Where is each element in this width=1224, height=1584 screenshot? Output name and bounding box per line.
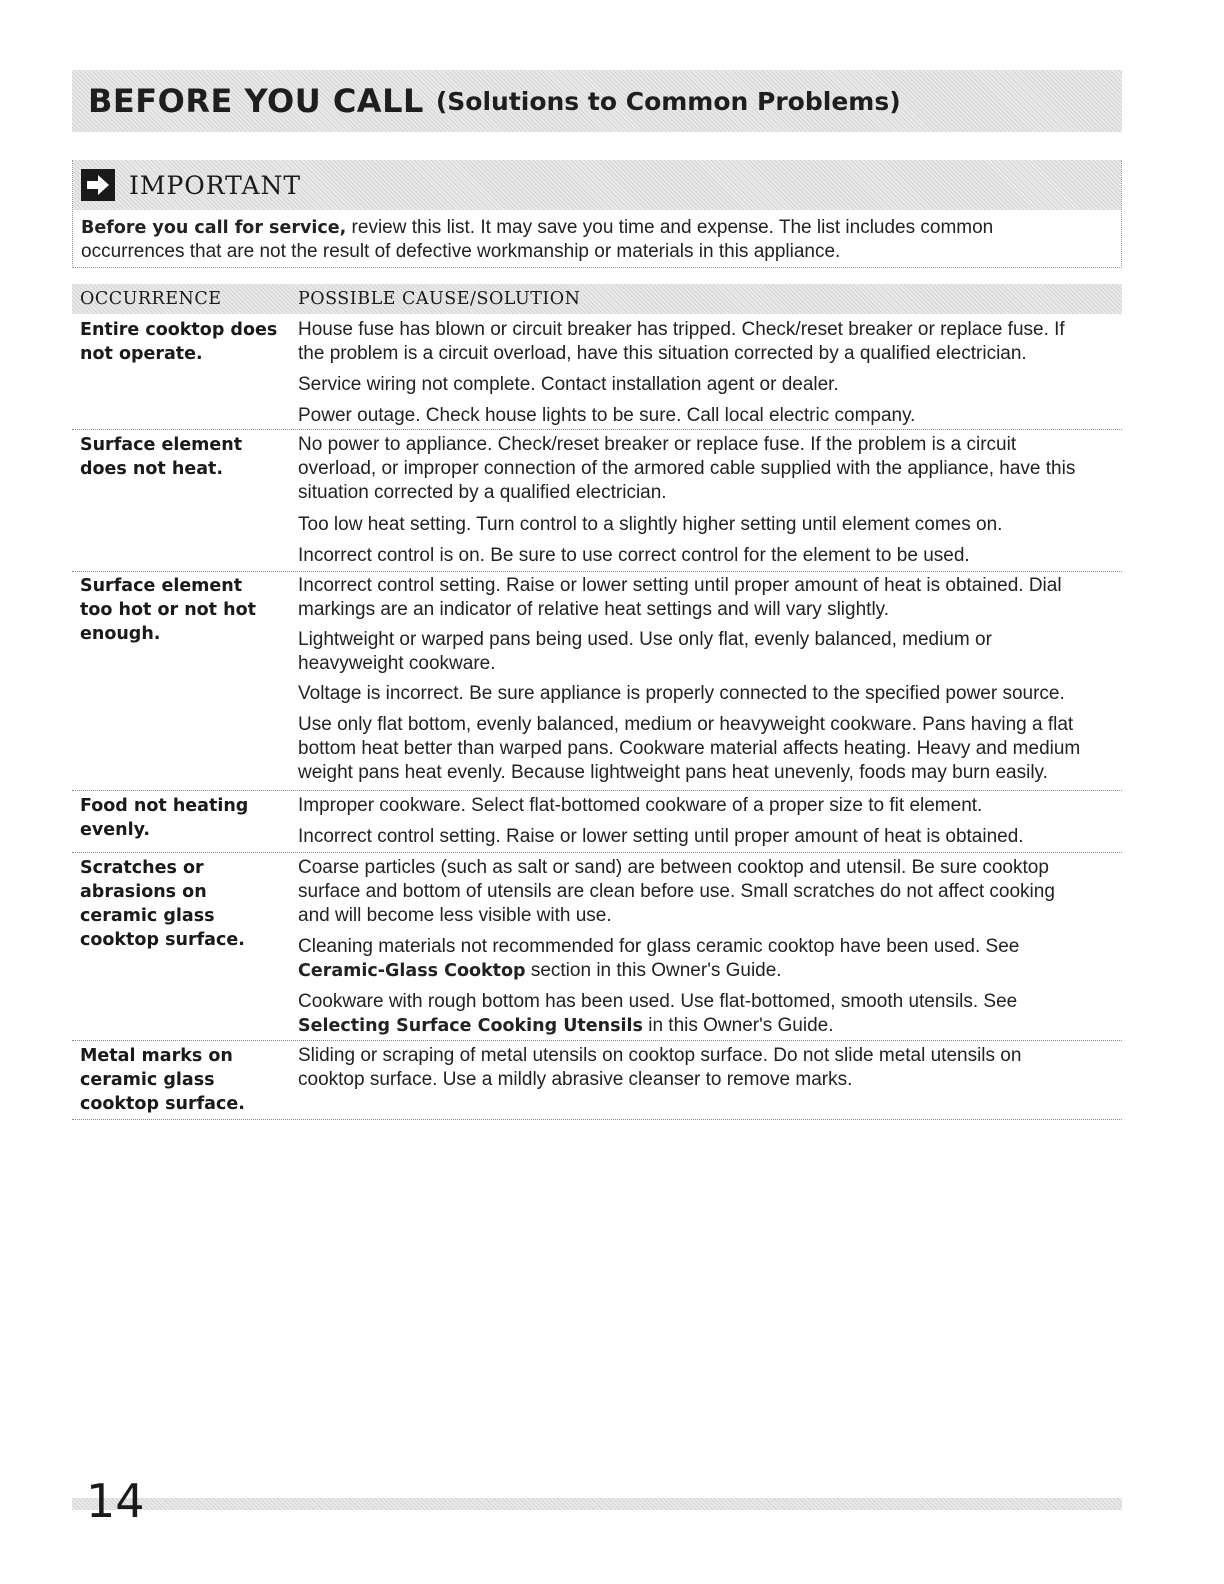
occurrence-line: cooktop surface. — [80, 1094, 245, 1114]
important-header — [73, 160, 1121, 210]
page-footer — [72, 1476, 1122, 1526]
solution-line: Cookware with rough bottom has been used. Use flat-bottomed, smooth utensils. See — [298, 991, 1018, 1012]
occurrence-line: Metal marks on — [80, 1046, 233, 1066]
solution-line: Voltage is incorrect. Be sure appliance is properly connected to the specified power source. — [298, 683, 1065, 704]
solution-line: Cleaning materials not recommended for glass ceramic cooktop have been used. See — [298, 936, 1020, 957]
occurrence-cell — [80, 1044, 285, 1116]
occurrence-cell — [80, 856, 285, 952]
important-title: IMPORTANT — [129, 170, 302, 200]
occurrence-line: Surface element — [80, 576, 243, 596]
solution-line: Use only flat bottom, evenly balanced, medium or heavyweight cookware. Pans having a flat — [298, 714, 1074, 735]
solution-line: situation corrected by a qualified electrician. — [298, 482, 667, 503]
solution-line: Service wiring not complete. Contact installation agent or dealer. — [298, 374, 839, 395]
footer-bar — [72, 1498, 1122, 1510]
occurrence-cell — [80, 318, 285, 366]
column-header-occurrence: OCCURRENCE — [80, 289, 222, 309]
occurrence-line: Surface element — [80, 435, 243, 455]
solution-item — [298, 373, 1120, 397]
solution-item — [298, 794, 1120, 818]
solution-line: Incorrect control setting. Raise or lower setting until proper amount of heat is obtained. Dial — [298, 575, 1062, 596]
solution-line: heavyweight cookware. — [298, 653, 496, 674]
solution-item — [298, 574, 1120, 622]
solution-line: and will become less visible with use. — [298, 905, 612, 926]
important-body — [73, 210, 1121, 264]
solution-line — [298, 1014, 1120, 1038]
occurrence-cell — [80, 794, 285, 842]
solution-line: overload, or improper connection of the armored cable supplied with the appliance, have this — [298, 458, 1076, 479]
solution-line: Sliding or scraping of metal utensils on cooktop surface. Do not slide metal utensils on — [298, 1045, 1022, 1066]
solution-line: markings are an indicator of relative heat settings and will vary slightly. — [298, 599, 890, 620]
solution-item — [298, 318, 1120, 366]
solution-item — [298, 404, 1120, 428]
solution-line: bottom heat better than warped pans. Cookware material affects heating. Heavy and medium — [298, 738, 1081, 759]
important-line-2: occurrences that are not the result of defective workmanship or materials in this appliance. — [81, 241, 841, 262]
occurrence-cell — [80, 574, 285, 646]
solution-line: No power to appliance. Check/reset breaker or replace fuse. If the problem is a circuit — [298, 434, 1017, 455]
table-row — [72, 316, 1122, 430]
occurrence-line: Scratches or — [80, 858, 204, 878]
page-title: BEFORE YOU CALL — [88, 82, 424, 120]
solution-line: cooktop surface. Use a mildly abrasive cleanser to remove marks. — [298, 1069, 853, 1090]
solution-line: House fuse has blown or circuit breaker has tripped. Check/reset breaker or replace fuse. If — [298, 319, 1065, 340]
solution-item — [298, 1044, 1120, 1092]
solution-line: Coarse particles (such as salt or sand) are between cooktop and utensil. Be sure cooktop — [298, 857, 1049, 878]
solution-line: Improper cookware. Select flat-bottomed cookware of a proper size to fit element. — [298, 795, 983, 816]
solution-line-rest: section in this Owner's Guide. — [525, 960, 782, 981]
occurrence-line: ceramic glass — [80, 906, 215, 926]
guide-reference: Ceramic-Glass Cooktop — [298, 961, 526, 981]
solution-line: weight pans heat evenly. Because lightweight pans heat unevenly, foods may burn easily. — [298, 762, 1048, 783]
guide-reference: Selecting Surface Cooking Utensils — [298, 1016, 643, 1036]
solution-line: surface and bottom of utensils are clean before use. Small scratches do not affect cooking — [298, 881, 1055, 902]
table-row — [72, 430, 1122, 572]
solution-item — [298, 682, 1120, 706]
solution-item — [298, 544, 1120, 568]
solution-item — [298, 628, 1120, 676]
table-row — [72, 572, 1122, 791]
table-row — [72, 791, 1122, 853]
solution-item — [298, 935, 1120, 983]
table-row — [72, 1041, 1122, 1120]
solution-line: the problem is a circuit overload, have this situation corrected by a qualified electrician. — [298, 343, 1027, 364]
important-line-1: review this list. It may save you time and expense. The list includes common — [346, 217, 994, 238]
solution-item — [298, 513, 1120, 537]
solution-line: Too low heat setting. Turn control to a slightly higher setting until element comes on. — [298, 514, 1003, 535]
arrow-right-icon — [81, 169, 115, 201]
occurrence-cell — [80, 433, 285, 481]
page-number: 14 — [86, 1474, 145, 1528]
solution-line-rest: in this Owner's Guide. — [642, 1015, 834, 1036]
occurrence-line: Entire cooktop does — [80, 320, 278, 340]
column-header-solution: POSSIBLE CAUSE/SOLUTION — [298, 289, 581, 309]
solution-item — [298, 825, 1120, 849]
solution-line: Power outage. Check house lights to be sure. Call local electric company. — [298, 405, 916, 426]
occurrence-line: does not heat. — [80, 459, 224, 479]
occurrence-line: too hot or not hot — [80, 600, 256, 620]
solution-line: Lightweight or warped pans being used. Use only flat, evenly balanced, medium or — [298, 629, 992, 650]
occurrence-line: not operate. — [80, 344, 203, 364]
occurrence-line: enough. — [80, 624, 161, 644]
occurrence-line: evenly. — [80, 820, 151, 840]
page-title-bar — [72, 70, 1122, 132]
page-subtitle: (Solutions to Common Problems) — [435, 86, 901, 116]
solution-line: Incorrect control is on. Be sure to use correct control for the element to be used. — [298, 545, 970, 566]
occurrence-line: abrasions on — [80, 882, 207, 902]
solution-line — [298, 959, 1120, 983]
occurrence-line: cooktop surface. — [80, 930, 245, 950]
solution-item — [298, 713, 1120, 785]
solution-line: Incorrect control setting. Raise or lower setting until proper amount of heat is obtained. — [298, 826, 1024, 847]
table-row — [72, 853, 1122, 1041]
table-header — [72, 284, 1122, 314]
occurrence-line: Food not heating — [80, 796, 249, 816]
important-lead: Before you call for service, — [81, 218, 347, 238]
troubleshooting-table — [72, 316, 1122, 1120]
solution-item — [298, 856, 1120, 928]
solution-item — [298, 433, 1120, 505]
solution-item — [298, 990, 1120, 1038]
occurrence-line: ceramic glass — [80, 1070, 215, 1090]
important-notice — [72, 160, 1122, 268]
